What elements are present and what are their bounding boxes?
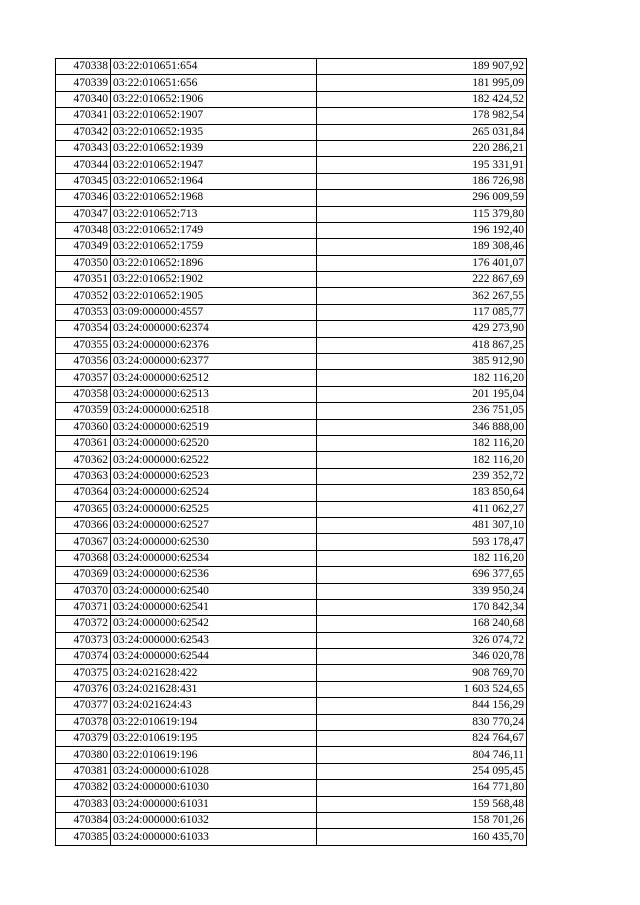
row-number-cell: 470339 [56,75,111,91]
cadastral-value-cell: 181 995,09 [317,75,527,91]
row-number-cell: 470350 [56,255,111,271]
row-number-cell: 470342 [56,124,111,140]
cadastral-number-cell: 03:24:000000:62376 [111,337,317,353]
cadastral-number-cell: 03:24:000000:61030 [111,780,317,796]
row-number-cell: 470357 [56,370,111,386]
table-row [56,567,527,583]
cadastral-number-cell: 03:24:000000:62513 [111,386,317,402]
table-row [56,435,527,451]
row-number-cell: 470381 [56,763,111,779]
cadastral-number-cell: 03:22:010652:1759 [111,239,317,255]
row-number-cell: 470377 [56,698,111,714]
cadastral-number-cell: 03:09:000000:4557 [111,304,317,320]
row-number-cell: 470343 [56,140,111,156]
cadastral-number-cell: 03:24:000000:61033 [111,829,317,845]
cadastral-value-cell: 362 267,55 [317,288,527,304]
row-number-cell: 470368 [56,550,111,566]
row-number-cell: 470352 [56,288,111,304]
table-row [56,190,527,206]
table-row [56,731,527,747]
cadastral-value-cell: 254 095,45 [317,763,527,779]
table-row [56,419,527,435]
row-number-cell: 470361 [56,435,111,451]
table-row [56,222,527,238]
table-row [56,583,527,599]
row-number-cell: 470360 [56,419,111,435]
table-body [56,59,527,846]
table-row [56,714,527,730]
row-number-cell: 470346 [56,190,111,206]
table-row [56,354,527,370]
cadastral-number-cell: 03:24:000000:62512 [111,370,317,386]
cadastral-number-cell: 03:22:010651:654 [111,59,317,75]
cadastral-value-cell: 696 377,65 [317,567,527,583]
cadastral-number-cell: 03:22:010652:1907 [111,108,317,124]
row-number-cell: 470347 [56,206,111,222]
cadastral-number-cell: 03:24:000000:62518 [111,403,317,419]
cadastral-value-cell: 189 308,46 [317,239,527,255]
cadastral-number-cell: 03:22:010619:194 [111,714,317,730]
cadastral-number-cell: 03:24:000000:62541 [111,599,317,615]
cadastral-number-cell: 03:22:010652:1896 [111,255,317,271]
row-number-cell: 470363 [56,468,111,484]
cadastral-value-cell: 168 240,68 [317,616,527,632]
row-number-cell: 470383 [56,796,111,812]
cadastral-number-cell: 03:24:021628:431 [111,681,317,697]
row-number-cell: 470376 [56,681,111,697]
cadastral-value-cell: 429 273,90 [317,321,527,337]
table-row [56,780,527,796]
cadastral-number-cell: 03:24:000000:62527 [111,517,317,533]
cadastral-number-cell: 03:22:010652:1968 [111,190,317,206]
table-row [56,75,527,91]
table-row [56,665,527,681]
cadastral-value-cell: 222 867,69 [317,272,527,288]
cadastral-value-cell: 176 401,07 [317,255,527,271]
cadastral-value-cell: 239 352,72 [317,468,527,484]
table-row [56,403,527,419]
cadastral-value-cell: 830 770,24 [317,714,527,730]
cadastral-value-cell: 824 764,67 [317,731,527,747]
table-row [56,829,527,845]
cadastral-value-cell: 326 074,72 [317,632,527,648]
cadastral-number-cell: 03:24:000000:61031 [111,796,317,812]
table-row [56,649,527,665]
cadastral-number-cell: 03:22:010652:1935 [111,124,317,140]
row-number-cell: 470355 [56,337,111,353]
table-row [56,173,527,189]
row-number-cell: 470349 [56,239,111,255]
cadastral-value-cell: 159 568,48 [317,796,527,812]
row-number-cell: 470375 [56,665,111,681]
document-sheet [55,58,527,846]
row-number-cell: 470351 [56,272,111,288]
cadastral-number-cell: 03:24:000000:62544 [111,649,317,665]
row-number-cell: 470356 [56,354,111,370]
cadastral-number-cell: 03:24:000000:62377 [111,354,317,370]
cadastral-number-cell: 03:22:010652:1902 [111,272,317,288]
cadastral-number-cell: 03:24:000000:61032 [111,812,317,828]
table-row [56,288,527,304]
table-row [56,91,527,107]
row-number-cell: 470348 [56,222,111,238]
cadastral-value-cell: 160 435,70 [317,829,527,845]
table-row [56,337,527,353]
table-row [56,632,527,648]
cadastral-value-cell: 220 286,21 [317,140,527,156]
cadastral-number-cell: 03:22:010619:196 [111,747,317,763]
cadastral-value-cell: 182 116,20 [317,452,527,468]
row-number-cell: 470344 [56,157,111,173]
cadastral-number-cell: 03:22:010652:1749 [111,222,317,238]
row-number-cell: 470372 [56,616,111,632]
row-number-cell: 470353 [56,304,111,320]
row-number-cell: 470367 [56,534,111,550]
cadastral-value-cell: 182 116,20 [317,370,527,386]
table-row [56,616,527,632]
cadastral-value-cell: 164 771,80 [317,780,527,796]
cadastral-number-cell: 03:24:000000:62530 [111,534,317,550]
cadastral-value-cell: 593 178,47 [317,534,527,550]
cadastral-value-cell: 296 009,59 [317,190,527,206]
table-row [56,108,527,124]
table-row [56,599,527,615]
table-row [56,501,527,517]
table-row [56,452,527,468]
cadastral-value-cell: 182 424,52 [317,91,527,107]
table-row [56,550,527,566]
cadastral-value-cell: 186 726,98 [317,173,527,189]
row-number-cell: 470354 [56,321,111,337]
table-row [56,272,527,288]
cadastral-value-cell: 183 850,64 [317,485,527,501]
row-number-cell: 470380 [56,747,111,763]
cadastral-value-cell: 236 751,05 [317,403,527,419]
row-number-cell: 470340 [56,91,111,107]
cadastral-value-cell: 385 912,90 [317,354,527,370]
cadastral-number-cell: 03:22:010619:195 [111,731,317,747]
row-number-cell: 470362 [56,452,111,468]
cadastral-value-cell: 178 982,54 [317,108,527,124]
table-row [56,485,527,501]
cadastral-value-cell: 339 950,24 [317,583,527,599]
cadastral-value-table [55,58,527,846]
cadastral-value-cell: 195 331,91 [317,157,527,173]
table-row [56,304,527,320]
cadastral-number-cell: 03:24:000000:61028 [111,763,317,779]
table-row [56,255,527,271]
cadastral-number-cell: 03:24:000000:62543 [111,632,317,648]
row-number-cell: 470369 [56,567,111,583]
cadastral-number-cell: 03:24:000000:62520 [111,435,317,451]
cadastral-value-cell: 346 888,00 [317,419,527,435]
cadastral-number-cell: 03:24:000000:62374 [111,321,317,337]
table-row [56,796,527,812]
row-number-cell: 470371 [56,599,111,615]
table-row [56,812,527,828]
cadastral-number-cell: 03:22:010652:1947 [111,157,317,173]
table-row [56,321,527,337]
cadastral-number-cell: 03:24:000000:62524 [111,485,317,501]
cadastral-value-cell: 346 020,78 [317,649,527,665]
cadastral-value-cell: 189 907,92 [317,59,527,75]
row-number-cell: 470338 [56,59,111,75]
row-number-cell: 470345 [56,173,111,189]
cadastral-value-cell: 158 701,26 [317,812,527,828]
row-number-cell: 470364 [56,485,111,501]
cadastral-value-cell: 265 031,84 [317,124,527,140]
cadastral-value-cell: 115 379,80 [317,206,527,222]
row-number-cell: 470370 [56,583,111,599]
cadastral-number-cell: 03:22:010652:1905 [111,288,317,304]
cadastral-number-cell: 03:24:000000:62534 [111,550,317,566]
cadastral-number-cell: 03:22:010652:713 [111,206,317,222]
row-number-cell: 470373 [56,632,111,648]
table-row [56,157,527,173]
table-row [56,386,527,402]
table-row [56,124,527,140]
row-number-cell: 470384 [56,812,111,828]
cadastral-value-cell: 182 116,20 [317,550,527,566]
cadastral-number-cell: 03:24:021624:43 [111,698,317,714]
table-row [56,140,527,156]
cadastral-value-cell: 196 192,40 [317,222,527,238]
cadastral-value-cell: 418 867,25 [317,337,527,353]
cadastral-number-cell: 03:22:010652:1964 [111,173,317,189]
table-row [56,239,527,255]
row-number-cell: 470365 [56,501,111,517]
cadastral-value-cell: 844 156,29 [317,698,527,714]
row-number-cell: 470385 [56,829,111,845]
table-row [56,370,527,386]
cadastral-value-cell: 411 062,27 [317,501,527,517]
row-number-cell: 470358 [56,386,111,402]
table-row [56,206,527,222]
cadastral-number-cell: 03:24:000000:62523 [111,468,317,484]
cadastral-number-cell: 03:24:000000:62522 [111,452,317,468]
cadastral-number-cell: 03:24:021628:422 [111,665,317,681]
cadastral-value-cell: 804 746,11 [317,747,527,763]
cadastral-number-cell: 03:22:010652:1906 [111,91,317,107]
cadastral-value-cell: 182 116,20 [317,435,527,451]
cadastral-number-cell: 03:24:000000:62542 [111,616,317,632]
cadastral-number-cell: 03:24:000000:62525 [111,501,317,517]
table-row [56,681,527,697]
cadastral-number-cell: 03:24:000000:62540 [111,583,317,599]
table-row [56,517,527,533]
row-number-cell: 470382 [56,780,111,796]
table-row [56,747,527,763]
table-row [56,468,527,484]
cadastral-value-cell: 170 842,34 [317,599,527,615]
cadastral-value-cell: 117 085,77 [317,304,527,320]
row-number-cell: 470379 [56,731,111,747]
row-number-cell: 470366 [56,517,111,533]
cadastral-number-cell: 03:22:010651:656 [111,75,317,91]
cadastral-value-cell: 201 195,04 [317,386,527,402]
row-number-cell: 470374 [56,649,111,665]
cadastral-number-cell: 03:24:000000:62536 [111,567,317,583]
row-number-cell: 470378 [56,714,111,730]
cadastral-value-cell: 1 603 524,65 [317,681,527,697]
table-row [56,763,527,779]
cadastral-value-cell: 908 769,70 [317,665,527,681]
table-row [56,534,527,550]
table-row [56,698,527,714]
table-row [56,59,527,75]
cadastral-number-cell: 03:24:000000:62519 [111,419,317,435]
row-number-cell: 470341 [56,108,111,124]
cadastral-value-cell: 481 307,10 [317,517,527,533]
cadastral-number-cell: 03:22:010652:1939 [111,140,317,156]
row-number-cell: 470359 [56,403,111,419]
